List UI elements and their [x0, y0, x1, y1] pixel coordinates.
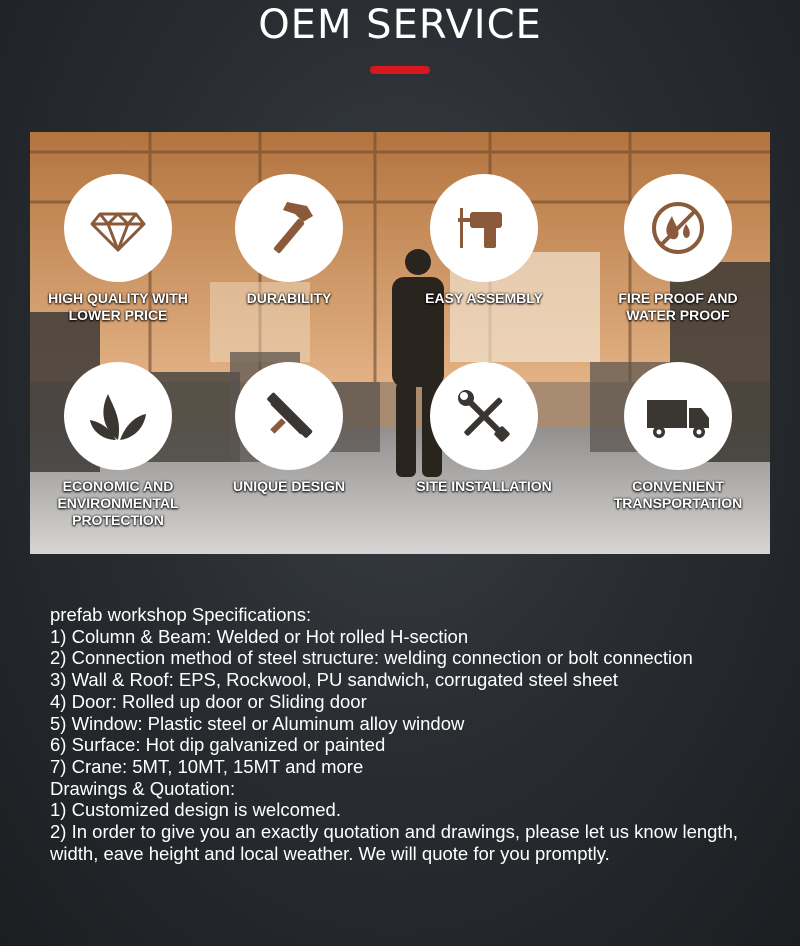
feature-transportation — [588, 362, 768, 512]
feature-label: CONVENIENT TRANSPORTATION — [613, 478, 743, 511]
feature-circle — [235, 174, 343, 282]
feature-label: UNIQUE DESIGN — [232, 478, 345, 494]
feature-label: ECONOMIC AND ENVIRONMENTAL PROTECTION — [57, 478, 179, 528]
feature-circle — [624, 362, 732, 470]
spec-line: 4) Door: Rolled up door or Sliding door — [50, 690, 367, 712]
spec-line: 2) Connection method of steel structure: welding connection or bolt connection — [50, 647, 693, 669]
feature-circle — [64, 174, 172, 282]
feature-label: SITE INSTALLATION — [416, 478, 552, 494]
feature-unique-design — [199, 362, 379, 495]
page-title: OEM SERVICE — [258, 2, 542, 48]
spec-line: 3) Wall & Roof: EPS, Rockwool, PU sandwich, corrugated steel sheet — [50, 669, 618, 691]
feature-circle — [624, 174, 732, 282]
design-tools-icon — [257, 384, 321, 448]
title-underline — [370, 66, 430, 74]
spec-line: 7) Crane: 5MT, 10MT, 15MT and more — [50, 755, 364, 777]
wrench-screwdriver-icon — [452, 384, 516, 448]
spec-line: Drawings & Quotation: — [50, 777, 236, 799]
feature-label: EASY ASSEMBLY — [425, 290, 543, 306]
spec-line: 5) Window: Plastic steel or Aluminum alloy window — [50, 712, 465, 734]
spec-line: prefab workshop Specifications: — [50, 604, 312, 625]
feature-circle — [235, 362, 343, 470]
feature-label: DURABILITY — [246, 290, 332, 306]
spec-line: 2) In order to give you an exactly quotation and drawings, please let us know length, width, eave height and local weather. We will quote for you promptly. — [50, 821, 739, 864]
feature-circle — [430, 362, 538, 470]
specifications-text — [50, 604, 760, 864]
fire-water-proof-icon — [646, 196, 710, 260]
diamond-icon — [86, 196, 150, 260]
spec-line: 6) Surface: Hot dip galvanized or painted — [50, 734, 386, 756]
feature-label: HIGH QUALITY WITH LOWER PRICE — [48, 290, 188, 323]
feature-economic-environmental — [30, 362, 208, 529]
feature-fire-water-proof — [588, 174, 768, 324]
spec-line: 1) Column & Beam: Welded or Hot rolled H-section — [50, 625, 469, 647]
leaf-icon — [86, 384, 150, 448]
feature-durability — [199, 174, 379, 307]
drill-icon — [452, 196, 516, 260]
feature-quality — [30, 174, 208, 324]
feature-label: FIRE PROOF AND WATER PROOF — [618, 290, 738, 323]
hero-banner — [30, 132, 770, 554]
spec-line: 1) Customized design is welcomed. — [50, 799, 341, 821]
hammer-icon — [257, 196, 321, 260]
feature-easy-assembly — [394, 174, 574, 307]
feature-circle — [64, 362, 172, 470]
truck-icon — [643, 384, 713, 448]
feature-circle — [430, 174, 538, 282]
feature-site-installation — [394, 362, 574, 495]
